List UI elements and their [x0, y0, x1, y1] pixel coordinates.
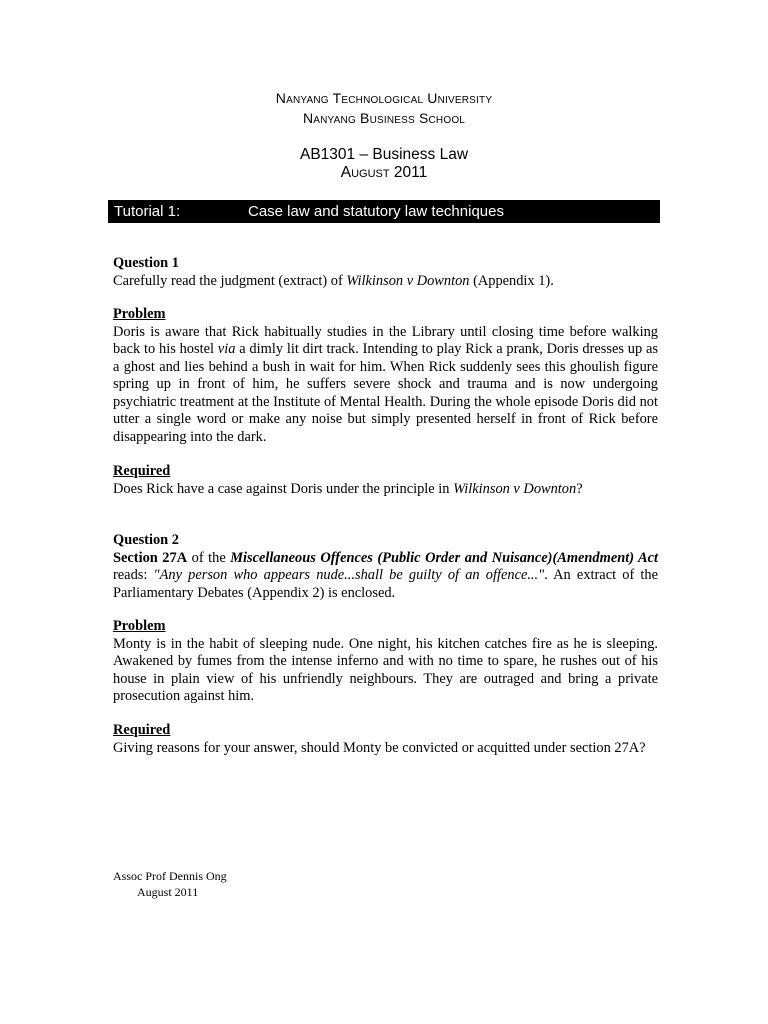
q1-required-pre: Does Rick have a case against Doris under the principle in [113, 480, 454, 497]
q1-problem-b: a dimly lit dirt track. Intending to play Rick a prank, Doris dresses up as a ghost and lies behind a bush in wait for him. When Rick suddenly sees this ghoulish figure spring up in front of him, he suffers severe shock and trauma and is now undergoing psychiatric treatment at the Institute of Mental Health. During the whole episode Doris did not utter a single word or make any noise but simply presented herself in front of Rick before disappearing into the dark. [113, 341, 658, 445]
q1-intro-tail: (Appendix 1). [469, 272, 554, 289]
tutorial-title: Case law and statutory law techniques [248, 203, 504, 220]
q1-problem-heading: Problem [113, 306, 166, 322]
question-2-required [113, 722, 658, 757]
q2-of-the: of the [187, 549, 231, 566]
q2-required-heading: Required [113, 722, 171, 738]
q2-problem-text: Monty is in the habit of sleeping nude. One night, his kitchen catches fire as he is sleeping. Awakened by fumes from the intense inferno and with no time to spare, he rushes out of his house in plain view of his unfriendly neighbours. They are outraged and bring a private prosecution against him. [113, 635, 658, 704]
q2-intro [113, 550, 658, 603]
signature-date: August 2011 [137, 885, 199, 899]
school-name: Nanyang Business School [302, 110, 466, 126]
q1-required-text [113, 481, 658, 499]
signature-block [113, 868, 227, 900]
q2-tail: . An extract of the Parliamentary Debates (Appendix 2) is enclosed. [113, 567, 659, 601]
term-date: August 2011 [340, 164, 428, 181]
question-1-heading: Question 1 [113, 255, 179, 271]
q1-intro-text: Carefully read the judgment (extract) of [113, 272, 347, 289]
question-2 [113, 532, 658, 602]
q2-act-title: Miscellaneous Offences (Public Order and Nuisance)(Amendment) Act [230, 549, 658, 566]
q1-required-heading: Required [113, 463, 171, 479]
q1-intro-case: Wilkinson v Downton [346, 272, 470, 289]
q1-problem-via: via [217, 341, 236, 357]
course-title: AB1301 – Business Law [299, 146, 469, 163]
question-2-heading: Question 2 [113, 532, 179, 548]
question-1-intro [113, 273, 658, 291]
q2-required-text: Giving reasons for your answer, should Monty be convicted or acquitted under section 27A? [113, 739, 646, 756]
question-1-required [113, 463, 658, 498]
q2-reads: reads: [113, 567, 154, 583]
q2-section: Section 27A [113, 549, 188, 566]
signature-name: Assoc Prof Dennis Ong [113, 869, 227, 883]
tutorial-title-bar [108, 200, 660, 223]
question-1-problem [113, 306, 658, 446]
q1-problem-a: Doris is aware that Rick habitually studies in the Library until closing time before walking back to his hostel [113, 323, 658, 357]
question-1 [113, 255, 658, 290]
q2-problem-heading: Problem [113, 618, 166, 634]
question-2-problem [113, 618, 658, 706]
q1-problem-text [113, 324, 658, 447]
tutorial-label: Tutorial 1: [114, 203, 181, 220]
university-name: Nanyang Technological University [275, 90, 493, 106]
q2-quote: "Any person who appears nude...shall be guilty of an offence..." [153, 567, 545, 583]
q1-required-case: Wilkinson v Downton [453, 480, 577, 497]
q1-required-post: ? [576, 480, 583, 497]
